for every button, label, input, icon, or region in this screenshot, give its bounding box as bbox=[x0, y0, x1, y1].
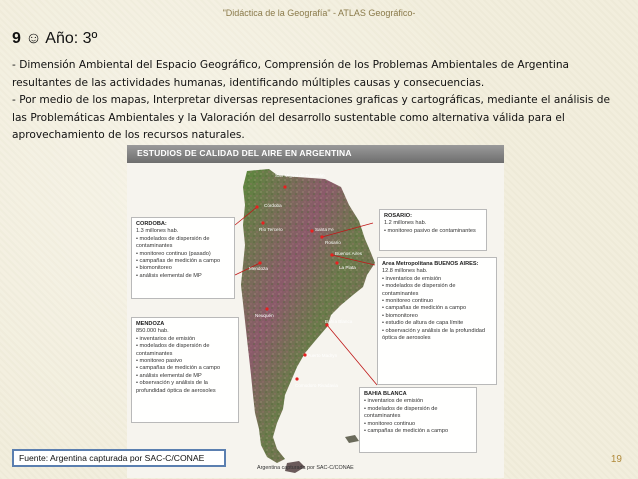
infobox-title: CORDOBA: bbox=[136, 221, 167, 227]
city-label: San Miguel de Tucumán bbox=[275, 173, 325, 178]
source-box: Fuente: Argentina capturada por SAC-C/CONAE bbox=[12, 449, 226, 467]
infobox-population: 12.8 millones hab. bbox=[382, 268, 428, 275]
infobox-item: • campañas de medición a campo bbox=[382, 305, 492, 312]
infobox-population: 850.000 hab. bbox=[136, 328, 169, 335]
city-label: Mendoza bbox=[249, 266, 268, 271]
infobox-population: 1.2 millones hab. bbox=[384, 220, 427, 227]
infobox-item: • observación y análisis de la profundidad óptica de aerosoles bbox=[382, 328, 492, 343]
infobox-item: • inventarios de emisión bbox=[136, 336, 234, 343]
infobox-item: • campañas de medición a campo bbox=[136, 258, 230, 265]
objectives-text bbox=[12, 57, 624, 145]
infobox-item: • modelados de dispersión de contaminantes bbox=[382, 283, 492, 298]
infobox-item: • campañas de medición a campo bbox=[364, 428, 472, 435]
title-grade: Año: 3º bbox=[45, 30, 98, 47]
infobox-item: • biomonitoreo bbox=[136, 265, 230, 272]
infobox-population: 1.3 millones hab. bbox=[136, 228, 179, 235]
infobox-item: • monitoreo pasivo bbox=[136, 358, 234, 365]
infobox-title: MENDOZA bbox=[136, 321, 165, 327]
map-caption: Argentina capturada por SAC-C/CONAE bbox=[257, 465, 354, 471]
infobox-item: • monitoreo pasivo de contaminantes bbox=[384, 228, 482, 235]
city-label: Córdoba bbox=[264, 203, 282, 208]
infobox-item: • monitoreo continuo (pasado) bbox=[136, 251, 230, 258]
infobox-title: Area Metropolitana BUENOS AIRES: bbox=[382, 261, 479, 267]
city-label: La Plata bbox=[339, 265, 356, 270]
infobox-item: • análisis elemental de MP bbox=[136, 373, 234, 380]
city-label: Neuquén bbox=[255, 313, 274, 318]
infobox-cordoba bbox=[131, 217, 235, 299]
infobox-item: • modelados de dispersión de contaminantes bbox=[364, 406, 472, 421]
map-title: ESTUDIOS DE CALIDAD DEL AIRE EN ARGENTINA bbox=[137, 148, 352, 158]
infobox-item: • monitoreo continuo bbox=[382, 298, 492, 305]
infobox-mendoza bbox=[131, 317, 239, 423]
infobox-item: • observación y análisis de la profundidad óptica de aerosoles bbox=[136, 380, 234, 395]
air-quality-map bbox=[127, 145, 504, 478]
smiley-icon: ☺ bbox=[25, 30, 42, 47]
infobox-item: • campañas de medición a campo bbox=[136, 365, 234, 372]
infobox-title: BAHIA BLANCA bbox=[364, 391, 407, 397]
infobox-rosario bbox=[379, 209, 487, 251]
city-label: Santa Fe bbox=[315, 227, 334, 232]
city-label: Río Tercero bbox=[259, 227, 283, 232]
city-label: Buenos Aires bbox=[335, 251, 363, 256]
city-label: Puerto Madryn bbox=[307, 353, 338, 358]
infobox-item: • biomonitoreo bbox=[382, 313, 492, 320]
infobox-item: • monitoreo continuo bbox=[364, 421, 472, 428]
infobox-item: • inventarios de emisión bbox=[382, 276, 492, 283]
slide-title bbox=[12, 30, 97, 48]
objective-paragraph-1: - Dimensión Ambiental del Espacio Geográfico, Comprensión de los Problemas Ambientales de Argentina resultantes de las actividades humanas, identificando múltiples causas y consecuencias. bbox=[12, 59, 570, 89]
city-label: Rosario bbox=[325, 240, 341, 245]
slide-header: "Didáctica de la Geografía" - ATLAS Geográfico- bbox=[222, 8, 416, 18]
title-number: 9 bbox=[12, 30, 21, 47]
page-number: 19 bbox=[610, 454, 622, 465]
infobox-item: • modelados de dispersión de contaminantes bbox=[136, 343, 234, 358]
city-label: Bahía Blanca bbox=[325, 319, 353, 324]
infobox-bahia-blanca bbox=[359, 387, 477, 453]
infobox-title: ROSARIO: bbox=[384, 213, 412, 219]
infobox-item: • modelados de dispersión de contaminantes bbox=[136, 236, 230, 251]
city-label: Comodoro Rivadavia bbox=[295, 383, 338, 388]
malvinas-islands bbox=[345, 435, 359, 443]
map-title-bar bbox=[127, 145, 504, 163]
objective-paragraph-2: - Por medio de los mapas, Interpretar diversas representaciones graficas y cartográficas, mediante el análisis de las Problemáticas Ambientales y la Valoración del desarrollo sustentable como alternativa válida para el aprovechamiento de los recursos naturales. bbox=[12, 94, 610, 141]
infobox-item: • inventarios de emisión bbox=[364, 398, 472, 405]
infobox-item: • estudio de altura de capa límite bbox=[382, 320, 492, 327]
infobox-buenos-aires bbox=[377, 257, 497, 385]
infobox-item: • análisis elemental de MP bbox=[136, 273, 230, 280]
